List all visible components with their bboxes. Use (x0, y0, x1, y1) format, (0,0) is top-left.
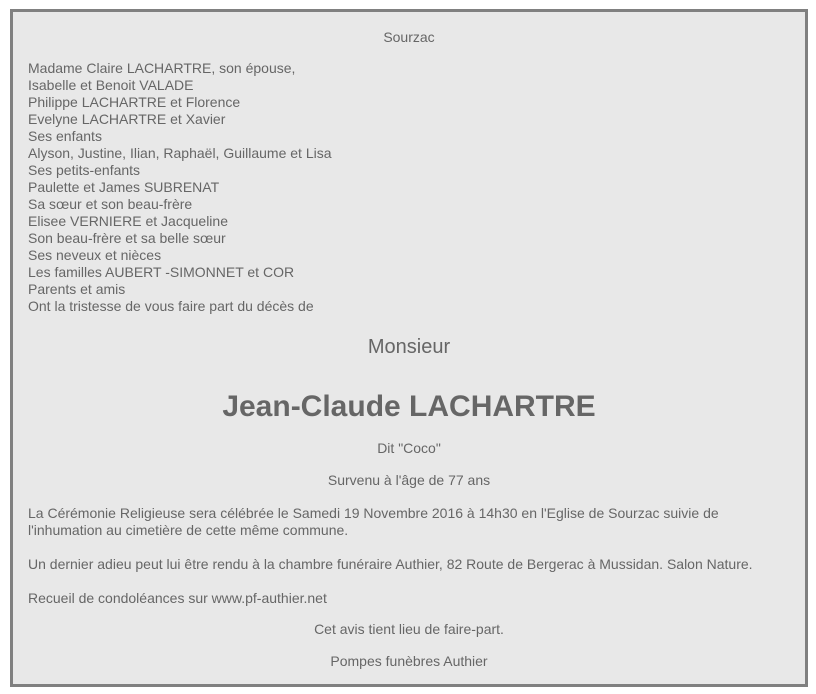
obituary-card (10, 9, 808, 687)
family-line: Les familles AUBERT -SIMONNET et COR (28, 264, 295, 280)
honorific-title: Monsieur (367, 336, 451, 358)
family-list (28, 60, 332, 315)
adieu-text: Un dernier adieu peut lui être rendu à la chambre funéraire Authier, 82 Route de Bergerac à Mussidan. Salon Nature. (28, 556, 753, 572)
family-line: Paulette et James SUBRENAT (28, 179, 220, 195)
family-line: Philippe LACHARTRE et Florence (28, 94, 241, 110)
ceremony-text: La Cérémonie Religieuse sera célébrée le Samedi 19 Novembre 2016 à 14h30 en l'Eglise de Sourzac suivie de l'inhumation au cimetière de cette même commune. (28, 505, 719, 538)
family-line: Madame Claire LACHARTRE, son épouse, (28, 60, 296, 76)
age-text: Survenu à l'âge de 77 ans (327, 472, 491, 488)
family-line: Ses petits-enfants (28, 162, 141, 178)
family-line: Evelyne LACHARTRE et Xavier (28, 111, 226, 127)
place-name: Sourzac (383, 29, 435, 45)
funeral-home: Pompes funèbres Authier (330, 653, 488, 669)
family-line: Son beau-frère et sa belle sœur (28, 230, 226, 246)
family-line: Elisee VERNIERE et Jacqueline (28, 213, 228, 229)
condolences-text: Recueil de condoléances sur www.pf-authier.net (28, 590, 327, 606)
family-line: Sa sœur et son beau-frère (28, 196, 193, 212)
family-line: Ont la tristesse de vous faire part du décès de (28, 298, 314, 314)
notice-text: Cet avis tient lieu de faire-part. (314, 621, 504, 637)
family-line: Ses neveux et nièces (28, 247, 162, 263)
family-line: Parents et amis (28, 281, 126, 297)
nickname: Dit "Coco" (377, 440, 441, 456)
family-line: Isabelle et Benoit VALADE (28, 77, 194, 93)
deceased-name: Jean-Claude LACHARTRE (222, 390, 596, 423)
family-line: Ses enfants (28, 128, 102, 144)
family-line: Alyson, Justine, Ilian, Raphaël, Guillaume et Lisa (28, 145, 332, 161)
